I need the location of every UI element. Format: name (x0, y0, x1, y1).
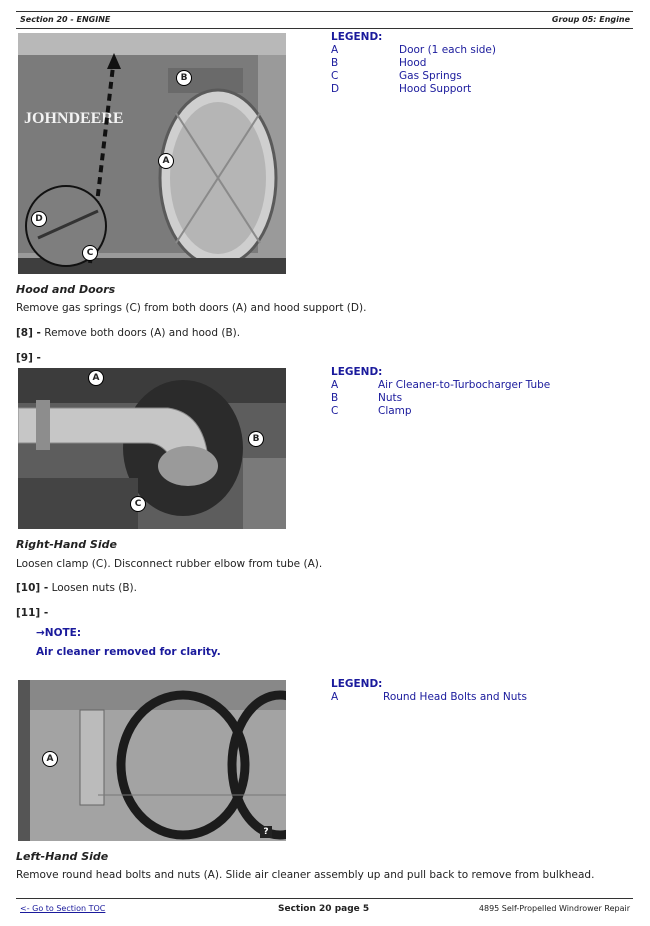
callout-b: B (248, 431, 264, 447)
legend-label: Hood (399, 57, 427, 69)
legend-title: LEGEND: (331, 31, 383, 43)
legend-right-hand-side (331, 366, 550, 418)
caption-right-hand-side: Right-Hand Side (16, 538, 117, 551)
group-title: Group 05: Engine (551, 15, 630, 24)
callout-a: A (158, 153, 174, 169)
manual-title: 4895 Self-Propelled Windrower Repair (478, 904, 630, 913)
step-9-number: [9] - (16, 352, 41, 364)
legend-key: A (331, 691, 339, 703)
legend-key: D (331, 83, 340, 95)
step-10 (16, 582, 137, 594)
callout-b: B (176, 70, 192, 86)
instruction-right-hand-side: Loosen clamp (C). Disconnect rubber elbow from tube (A). (16, 558, 323, 570)
legend-key: C (331, 405, 339, 417)
legend-key: C (331, 70, 339, 82)
caption-hood-doors: Hood and Doors (16, 283, 116, 296)
legend-row (331, 44, 496, 57)
header-top-rule (16, 11, 633, 12)
legend-row (331, 70, 496, 83)
hood-doors-photo (18, 33, 286, 274)
note-title: →NOTE: (36, 627, 82, 639)
legend-key: A (331, 44, 339, 56)
legend-label: Clamp (378, 405, 412, 417)
legend-key: B (331, 57, 339, 69)
right-hand-side-photo (18, 368, 286, 529)
left-hand-side-photo (18, 680, 286, 841)
callout-d: D (31, 211, 47, 227)
step-11-number: [11] - (16, 607, 49, 619)
step-text: Loosen nuts (B). (51, 582, 137, 594)
section-toc-link[interactable]: <- Go to Section TOC (20, 904, 106, 913)
step-number: [10] - (16, 582, 49, 594)
callout-a: A (88, 370, 104, 386)
legend-key: A (331, 379, 339, 391)
step-8 (16, 327, 240, 339)
legend-label: Hood Support (399, 83, 472, 95)
legend-label: Gas Springs (399, 70, 462, 82)
help-marker: ? (260, 826, 272, 838)
legend-row (331, 57, 496, 70)
legend-label: Door (1 each side) (399, 44, 496, 56)
legend-label: Round Head Bolts and Nuts (383, 691, 528, 703)
step-text: Remove both doors (A) and hood (B). (44, 327, 241, 339)
legend-title: LEGEND: (331, 366, 383, 378)
legend-title: LEGEND: (331, 678, 383, 690)
legend-hood-doors (331, 31, 496, 96)
instruction-hood-doors: Remove gas springs (C) from both doors (A) and hood support (D). (16, 302, 367, 314)
footer-rule (16, 898, 633, 899)
legend-row (331, 392, 550, 405)
callout-a: A (42, 751, 58, 767)
instruction-left-hand-side: Remove round head bolts and nuts (A). Slide air cleaner assembly up and pull back to remove from bulkhead. (16, 869, 595, 881)
legend-row (331, 691, 527, 704)
legend-row (331, 379, 550, 392)
legend-label: Air Cleaner-to-Turbocharger Tube (378, 379, 551, 391)
caption-left-hand-side: Left-Hand Side (16, 850, 109, 863)
legend-key: B (331, 392, 339, 404)
legend-row (331, 405, 550, 418)
legend-row (331, 83, 496, 96)
page-number: Section 20 page 5 (278, 904, 370, 914)
callout-c: C (82, 245, 98, 261)
svg-text:JOHNDEERE: JOHNDEERE (24, 110, 124, 127)
legend-label: Nuts (378, 392, 403, 404)
header-bottom-rule (16, 28, 633, 29)
section-title: Section 20 - ENGINE (20, 15, 111, 24)
note-text: Air cleaner removed for clarity. (36, 646, 221, 658)
callout-c: C (130, 496, 146, 512)
step-number: [8] - (16, 327, 41, 339)
legend-left-hand-side (331, 678, 527, 704)
